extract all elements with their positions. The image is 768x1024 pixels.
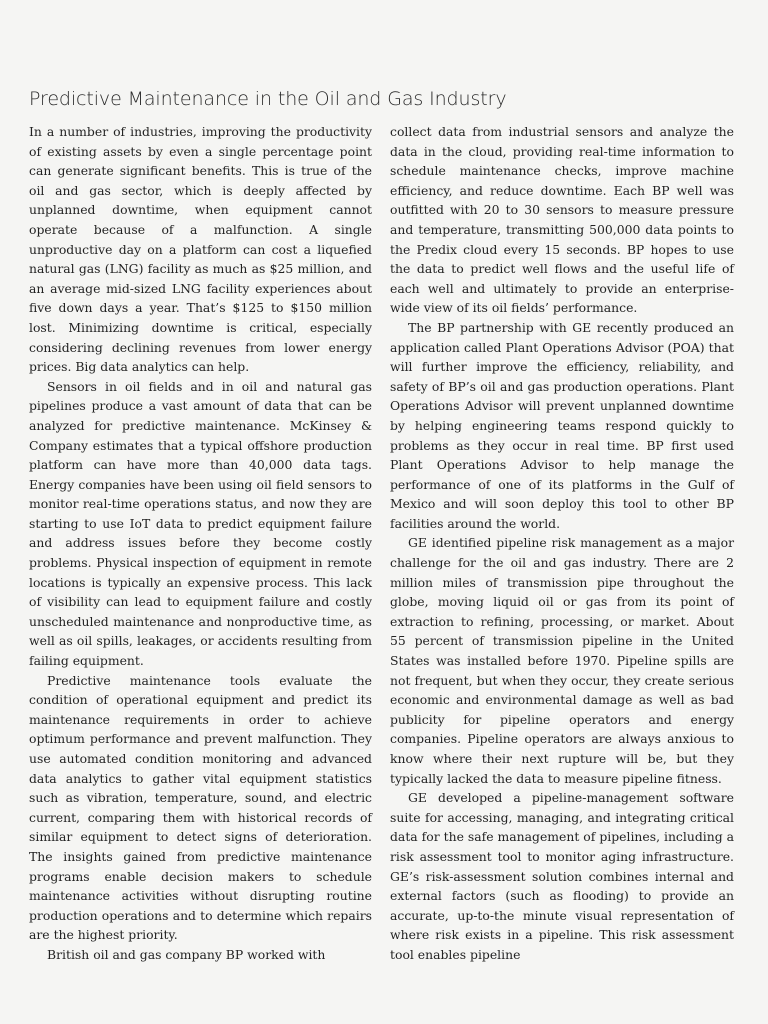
paragraph: GE developed a pipeline-management software suite for accessing, managing, and integrating critical data for the safe management of pipelines, including a risk assessment tool to monitor aging infrastructure. GE’s risk-assessment solution combines internal and external factors (such as flooding) to provide an accurate, up-to-the minute visual representation of where risk exists in a pipeline. This risk assessment tool enables pipeline [390,790,734,962]
paragraph: The BP partnership with GE recently produced an application called Plant Operations Advisor (POA) that will further improve the efficiency, reliability, and safety of BP’s oil and gas production operations. Plant Operations Advisor will prevent unplanned downtime by helping engineering teams respond quickly to problems as they occur in real time. BP first used Plant Operations Advisor to help manage the performance of one of its platforms in the Gulf of Mexico and will soon deploy this tool to other BP facilities around the world. [390,319,734,531]
paragraph: In a number of industries, improving the productivity of existing assets by even a single percentage point can generate significant benefits. This is true of the oil and gas sector, which is deeply affected by unplanned downtime, when equipment cannot operate because of a malfunction. A single unproductive day on a platform can cost a liquefied natural gas (LNG) facility as much as $25 million, and an average mid-sized LNG facility experiences about five down days a year. That’s $125 to $150 million lost. Minimizing downtime is critical, especially considering declining revenues from lower energy prices. Big data analytics can help. [29,124,372,375]
paragraph: Sensors in oil fields and in oil and natural gas pipelines produce a vast amount of data that can be analyzed for predictive maintenance. McKinsey & Company estimates that a typical offshore production platform can have more than 40,000 data tags. Energy companies have been using oil field sensors to monitor real-time operations status, and now they are starting to use IoT data to predict equipment failure and address issues before they become costly problems. Physical inspection of equipment in remote locations is typically an expensive process. This lack of visibility can lead to equipment failure and costly unscheduled maintenance and nonproductive time, as well as oil spills, leakages, or accidents resulting from failing equipment. [29,378,372,669]
left-column [29,122,372,965]
paragraph: GE identified pipeline risk management as a major challenge for the oil and gas industry. There are 2 million miles of transmission pipe throughout the globe, moving liquid oil or gas from its point of extraction to refining, processing, or market. About 55 percent of transmission pipeline in the United States was installed before 1970. Pipeline spills are not frequent, but when they occur, they create serious economic and environmental damage as well as bad publicity for pipeline operators and energy companies. Pipeline operators are always anxious to know where their next rupture will be, but they typically lacked the data to measure pipeline fitness. [390,535,734,786]
article-title: Predictive Maintenance in the Oil and Gas Industry [29,88,507,110]
paragraph: collect data from industrial sensors and analyze the data in the cloud, providing real-time information to schedule maintenance checks, improve machine efficiency, and reduce downtime. Each BP well was outfitted with 20 to 30 sensors to measure pressure and temperature, transmitting 500,000 data points to the Predix cloud every 15 seconds. BP hopes to use the data to predict well flows and the useful life of each well and ultimately to provide an enterprise-wide view of its oil fields’ performance. [390,124,734,316]
paragraph: British oil and gas company BP worked with [47,946,326,962]
right-column [390,122,734,965]
paragraph: Predictive maintenance tools evaluate the condition of operational equipment and predict its maintenance requirements in order to achieve optimum performance and prevent malfunction. They use automated condition monitoring and advanced data analytics to gather vital equipment statistics such as vibration, temperature, sound, and electric current, comparing them with historical records of similar equipment to detect signs of deterioration. The insights gained from predictive maintenance programs enable decision makers to schedule maintenance activities without disrupting routine production operations and to determine which repairs are the highest priority. [29,672,372,943]
